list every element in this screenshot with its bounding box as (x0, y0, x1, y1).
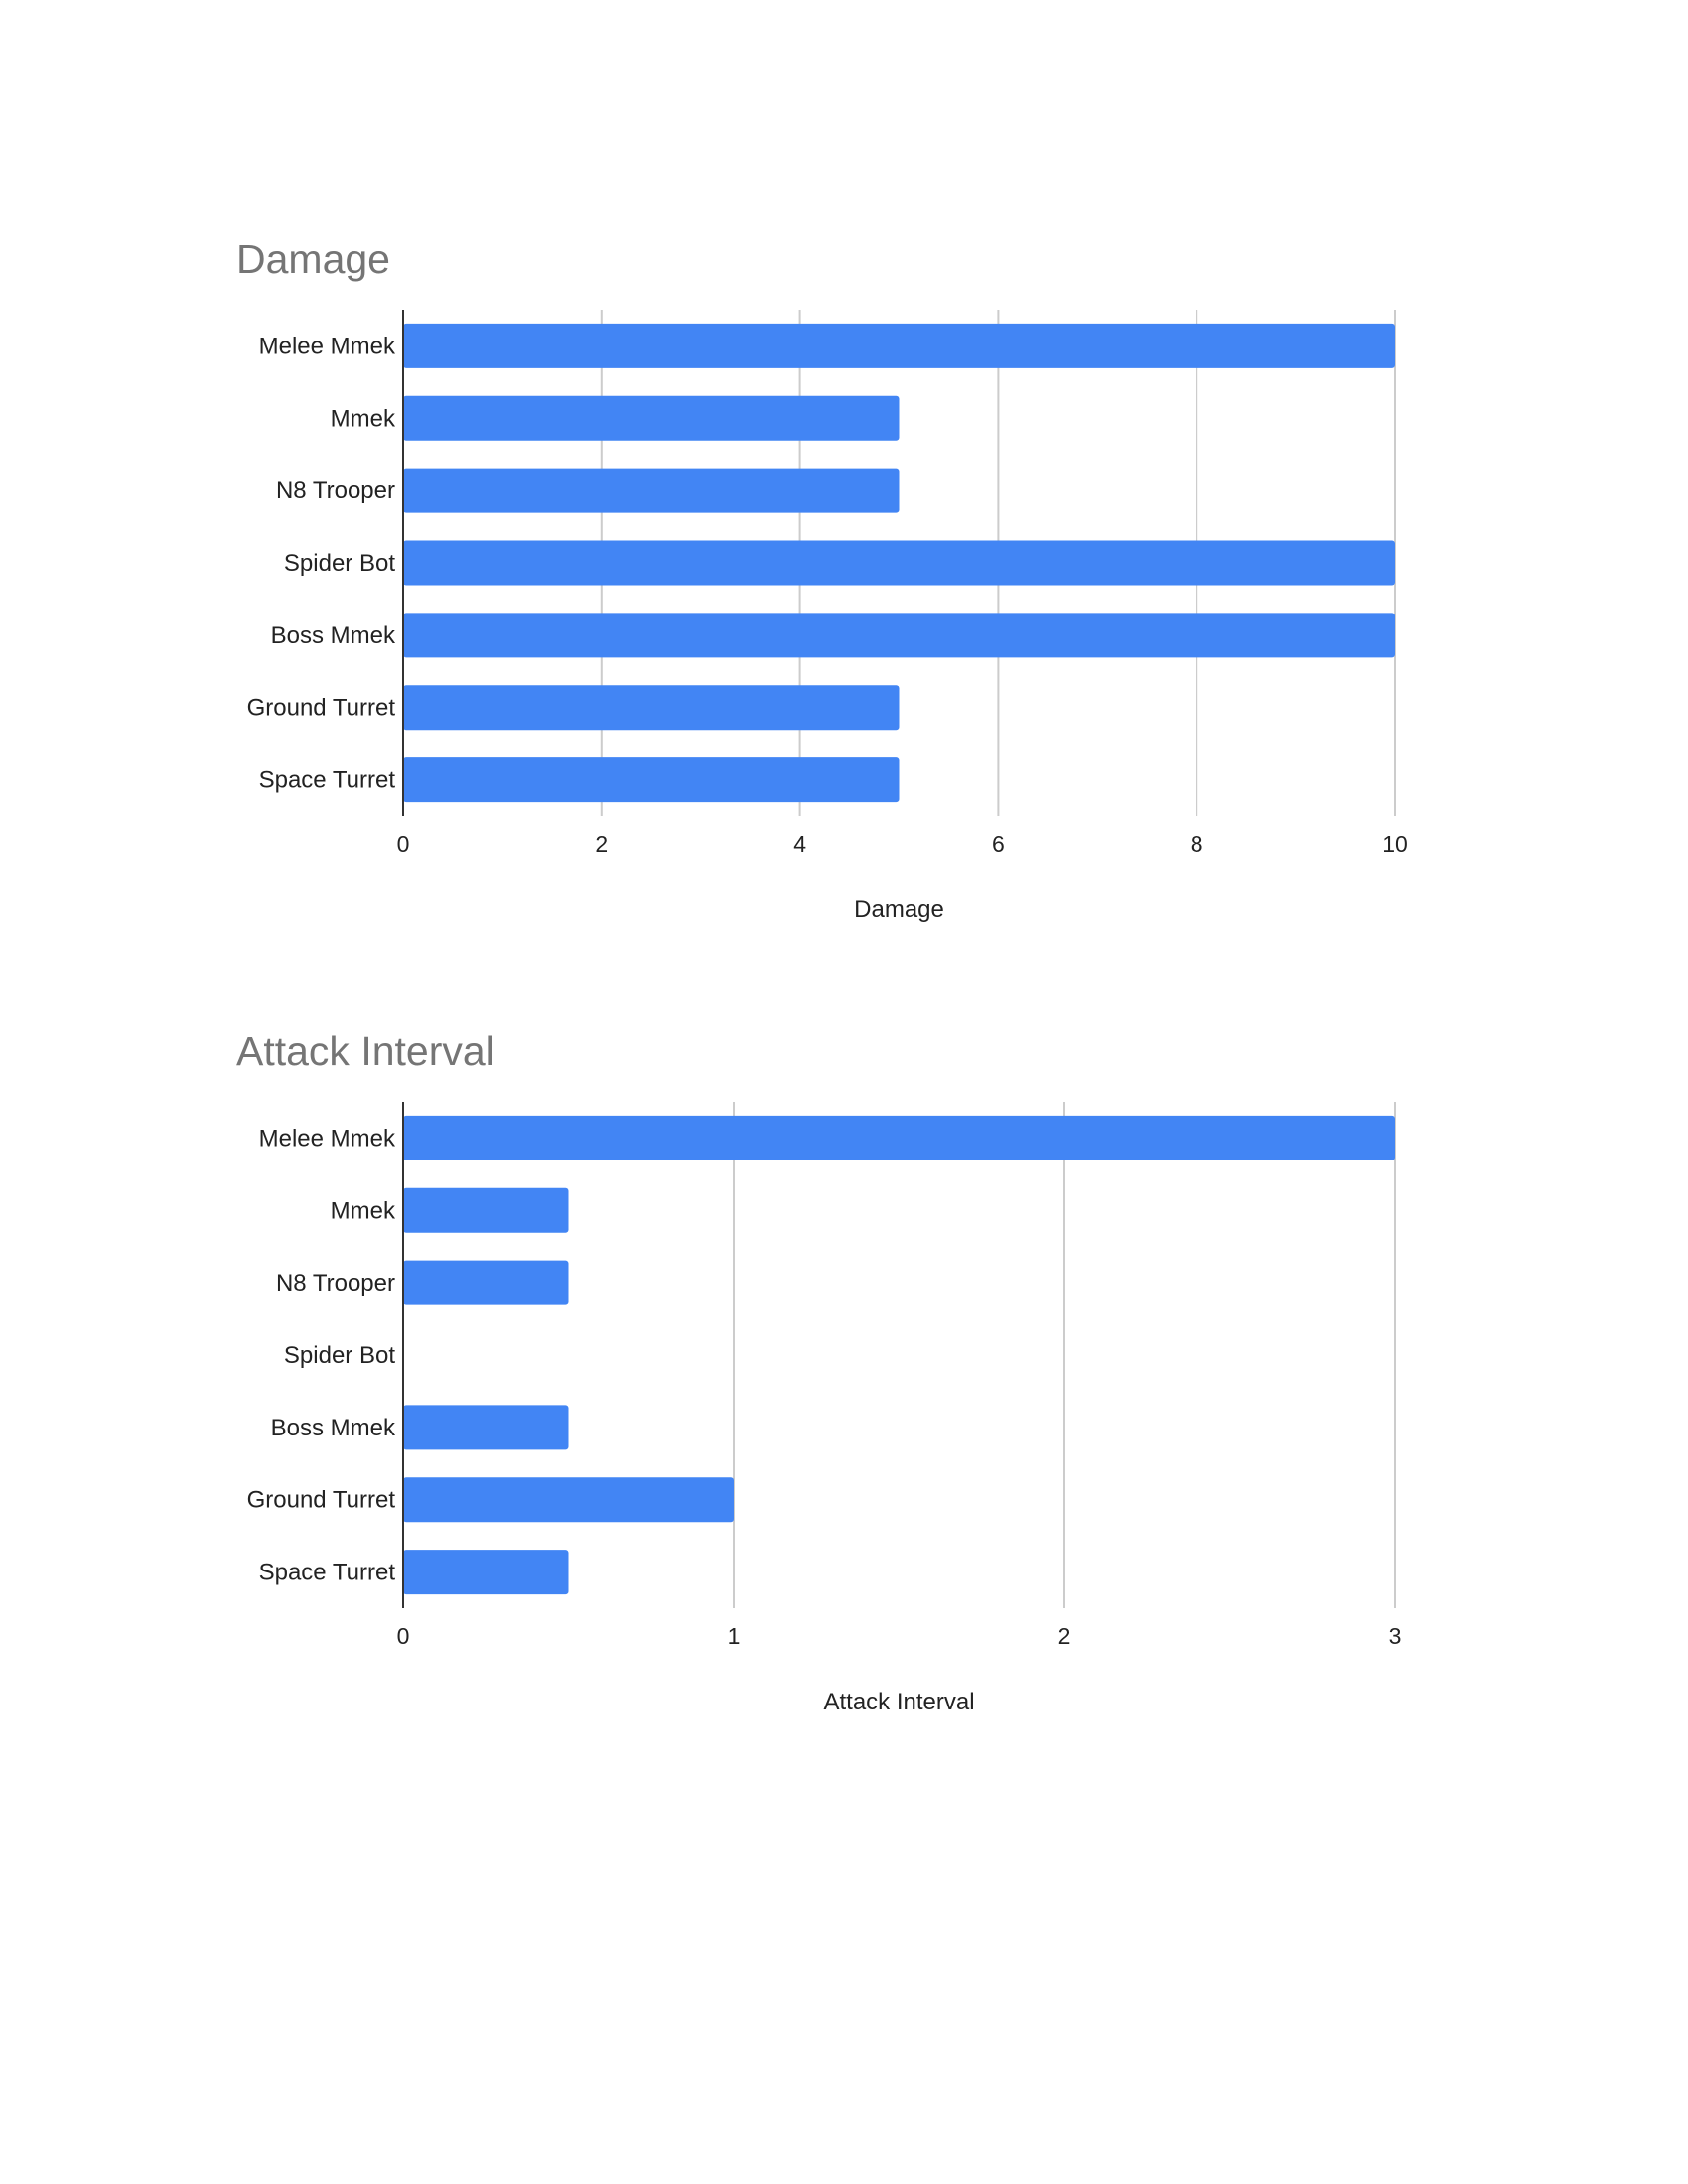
bar-space-turret (403, 1550, 569, 1594)
bar-mmek (403, 1188, 569, 1233)
category-label: Melee Mmek (258, 333, 395, 360)
category-label: Space Turret (258, 1559, 395, 1586)
x-tick-label: 8 (1190, 831, 1203, 857)
category-label: Mmek (330, 405, 395, 433)
category-label: Spider Bot (283, 1342, 395, 1369)
bar-ground-turret (403, 1477, 734, 1522)
x-axis-title: Damage (854, 896, 944, 923)
x-tick-label: 2 (595, 831, 609, 857)
x-tick-label: 6 (992, 831, 1005, 857)
attack-interval-chart-plot (0, 1011, 1688, 1745)
category-label: Space Turret (258, 766, 395, 794)
bar-ground-turret (403, 685, 900, 730)
damage-chart-plot (0, 218, 1688, 953)
category-label: Ground Turret (246, 694, 395, 722)
category-label: Ground Turret (246, 1486, 395, 1514)
category-label: Spider Bot (283, 550, 395, 577)
category-label: Boss Mmek (270, 1414, 395, 1441)
x-tick-label: 10 (1382, 831, 1408, 857)
attack-interval-chart (0, 1011, 1688, 1745)
bar-n8-trooper (403, 1261, 569, 1305)
x-tick-label: 4 (793, 831, 806, 857)
damage-chart (0, 218, 1688, 953)
category-label: Melee Mmek (258, 1125, 395, 1153)
x-tick-label: 3 (1388, 1623, 1402, 1649)
x-tick-label: 2 (1057, 1623, 1071, 1649)
bar-space-turret (403, 757, 900, 802)
category-label: Mmek (330, 1197, 395, 1225)
bar-spider-bot (403, 541, 1395, 586)
x-tick-label: 1 (727, 1623, 741, 1649)
bar-boss-mmek (403, 1405, 569, 1449)
x-tick-label: 0 (396, 831, 410, 857)
bar-mmek (403, 396, 900, 441)
bar-boss-mmek (403, 613, 1395, 657)
x-tick-label: 0 (396, 1623, 410, 1649)
x-axis-title: Attack Interval (823, 1689, 975, 1715)
bar-n8-trooper (403, 469, 900, 513)
bar-melee-mmek (403, 1116, 1395, 1160)
chart-title: Attack Interval (236, 1028, 494, 1074)
category-label: N8 Trooper (275, 478, 395, 505)
category-label: N8 Trooper (275, 1270, 395, 1297)
category-label: Boss Mmek (270, 621, 395, 649)
chart-title: Damage (236, 236, 390, 282)
bar-melee-mmek (403, 324, 1395, 368)
